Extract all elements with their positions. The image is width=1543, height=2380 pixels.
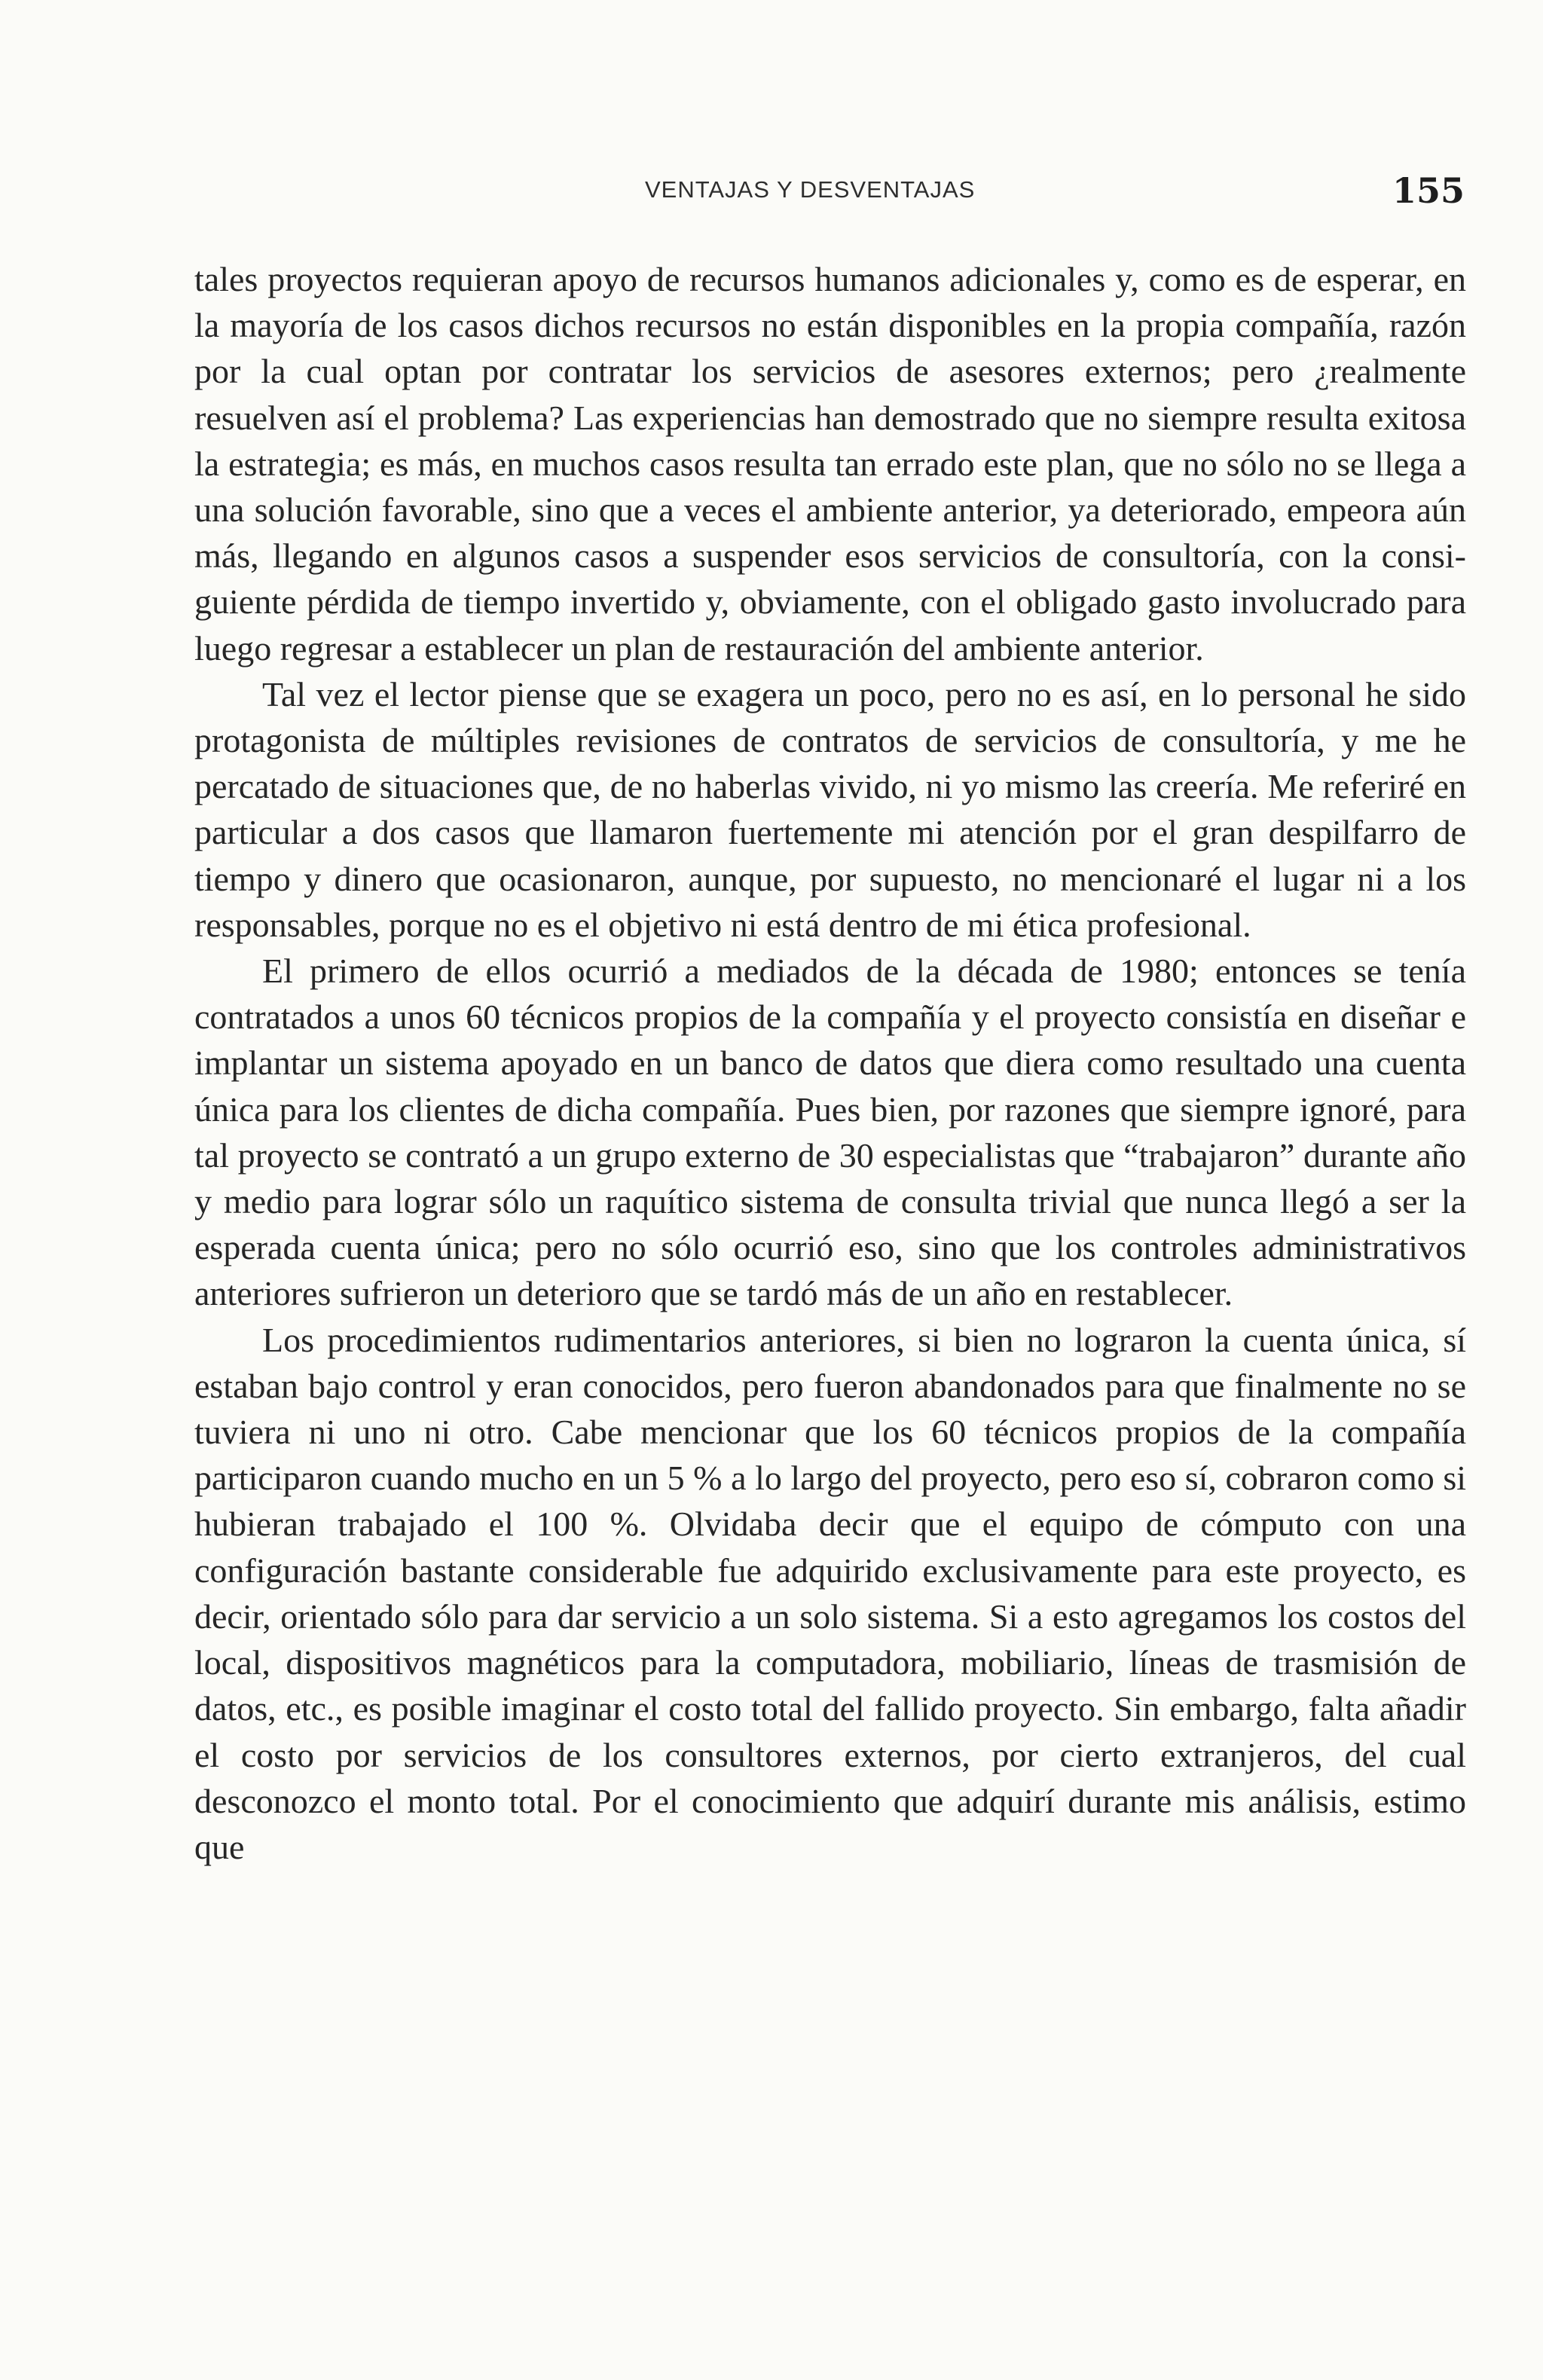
running-title: VENTAJAS Y DESVENTAJAS bbox=[645, 176, 976, 203]
page-number: 155 bbox=[1392, 170, 1465, 211]
body-text bbox=[194, 256, 1466, 1870]
running-head bbox=[0, 170, 1543, 215]
paragraph-2: Tal vez el lector piense que se exagera un poco, pero no es así, en lo personal he sido protagonista de múltiples revisiones de contratos de servicios de consultoría, y me he percatado de situaciones que, de no haberlas vivido, ni yo mismo las creería. Me referiré en particular a dos casos que llamaron fuertemente mi atención por el gran despilfarro de tiempo y dinero que ocasionaron, aunque, por supuesto, no mencionaré el lugar ni a los responsables, porque no es el objetivo ni está dentro de mi ética profesional. bbox=[194, 674, 1466, 944]
paragraph-4: Los procedimientos rudimentarios anteriores, si bien no lograron la cuenta única, sí estaban bajo control y eran conocidos, pero fueron abandonados para que finalmente no se tuviera ni uno ni otro. Cabe mencionar que los 60 técnicos propios de la compañía participaron cuando mucho en un 5 % a lo largo del proyecto, pero eso sí, cobraron como si hubieran trabajado el 100 %. Olvidaba decir que el equipo de cómputo con una configuración bastante considerable fue adquirido exclusivamente para este proyecto, es decir, orientado sólo para dar servicio a un solo sistema. Si a esto agregamos los costos del local, dispositivos magnéticos para la computadora, mobiliario, líneas de trasmisión de datos, etc., es posible imaginar el costo total del fallido proyecto. Sin embargo, falta añadir el costo por servicios de los consultores externos, por cierto extranjeros, del cual desconozco el monto total. Por el conocimiento que adquirí durante mis análisis, estimo que bbox=[194, 1320, 1466, 1866]
paragraph-1: tales proyectos requieran apoyo de recursos humanos adicionales y, como es de esperar, en la mayoría de los casos dichos recursos no están disponibles en la propia compañía, razón por la cual optan por contratar los servicios de asesores externos; pero ¿realmente resuelven así el problema? Las experiencias han demostrado que no siempre resulta exitosa la estrategia; es más, en muchos casos resulta tan errado este plan, que no sólo no se llega a una solución favorable, sino que a veces el ambiente anterior, ya deteriorado, empeora aún más, llegando en algunos casos a suspender esos servicios de consultoría, con la consiguiente pérdida de tiempo invertido y, obviamente, con el obligado gasto involucrado para luego regresar a establecer un plan de restauración del ambiente anterior. bbox=[194, 260, 1466, 668]
paragraph-3: El primero de ellos ocurrió a mediados de la década de 1980; entonces se tenía contratados a unos 60 técnicos propios de la compañía y el proyecto consistía en diseñar e implantar un sistema apoyado en un banco de datos que diera como resultado una cuenta única para los clientes de dicha compañía. Pues bien, por razones que siempre ignoré, para tal proyecto se contrató a un grupo externo de 30 especialistas que “trabajaron” durante año y medio para lograr sólo un raquítico sistema de consulta trivial que nunca llegó a ser la esperada cuenta única; pero no sólo ocurrió eso, sino que los controles administrativos anteriores sufrieron un deterioro que se tardó más de un año en restablecer. bbox=[194, 952, 1466, 1313]
